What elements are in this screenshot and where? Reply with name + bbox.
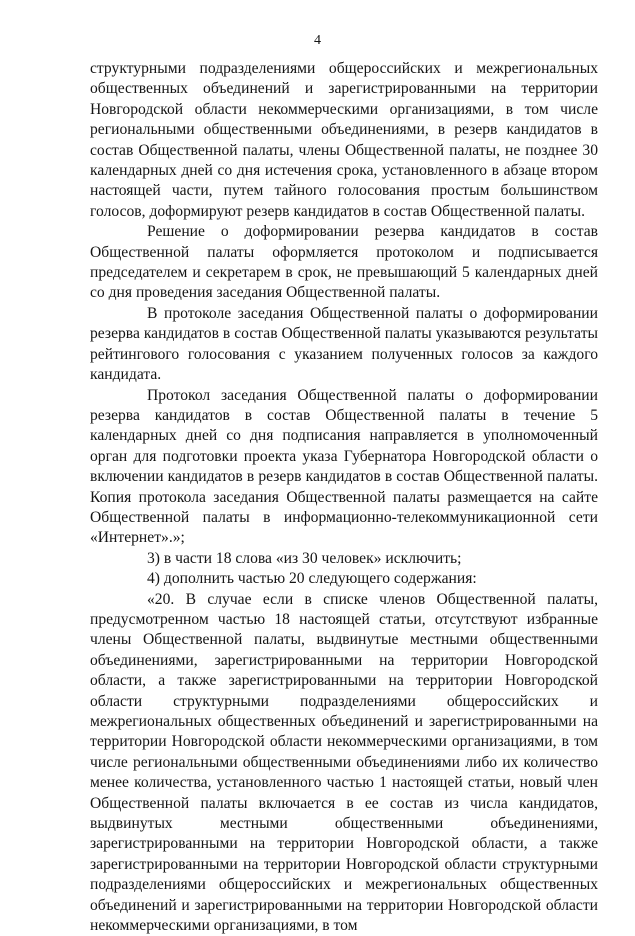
paragraph-continuation: структурными подразделениями общероссийских и межрегиональных общественных объединений и зарегистрированными на территории Новгородской области некоммерческими организациями, в том числе региональными общественными объединениями, в резерв кандидатов в состав Общественной палаты, члены Общественной палаты, не позднее 30 календарных дней со дня истечения срока, установленного в абзаце втором настоящей части, путем тайного голосования простым большинством голосов, доформируют резерв кандидатов в состав Общественной палаты. (90, 60, 598, 220)
paragraph: 4) дополнить частью 20 следующего содержания: (147, 570, 477, 588)
paragraph: «20. В случае если в списке членов Общественной палаты, предусмотренном частью 18 настоящей статьи, отсутствуют избранные члены Общественной палаты, выдвинутые местными общественными объединениями, зарегистрированными на территории Новгородской области, а также зарегистрированными на территории Новгородской области структурными подразделениями общероссийских и межрегиональных общественных объединений и зарегистрированными на территории Новгородской области некоммерческими организациями, в том числе региональными общественными объединениями либо их количество менее количества, установленного частью 1 настоящей статьи, новый член Общественной палаты включается в ее состав из числа кандидатов, выдвинутых местными общественными объединениями, зарегистрированными на территории Новгородской области, а также зарегистрированными на территории Новгородской области структурными подразделениями общероссийских и межрегиональных общественных объединений и зарегистрированными на территории Новгородской области некоммерческими организациями, в том (90, 590, 598, 935)
paragraph: 3) в части 18 слова «из 30 человек» исключить; (147, 549, 462, 567)
paragraph: В протоколе заседания Общественной палаты о доформировании резерва кандидатов в состав Общественной палаты указываются результаты рейтингового голосования с указанием полученных голосов за каждого кандидата. (90, 304, 598, 384)
document-body (90, 59, 598, 936)
paragraph: Протокол заседания Общественной палаты о доформировании резерва кандидатов в состав Общественной палаты в течение 5 календарных дней со дня подписания направляется в уполномоченный орган для подготовки проекта указа Губернатора Новгородской области о включении кандидатов в резерв кандидатов в состав Общественной палаты. Копия протокола заседания Общественной палаты размещается на сайте Общественной палаты в информационно-телекоммуникационной сети «Интернет».»; (90, 386, 598, 547)
page-number: 4 (314, 33, 321, 48)
paragraph: Решение о доформировании резерва кандидатов в состав Общественной палаты оформляется протоколом и подписывается председателем и секретарем в срок, не превышающий 5 календарных дней со дня проведения заседания Общественной палаты. (90, 223, 598, 302)
